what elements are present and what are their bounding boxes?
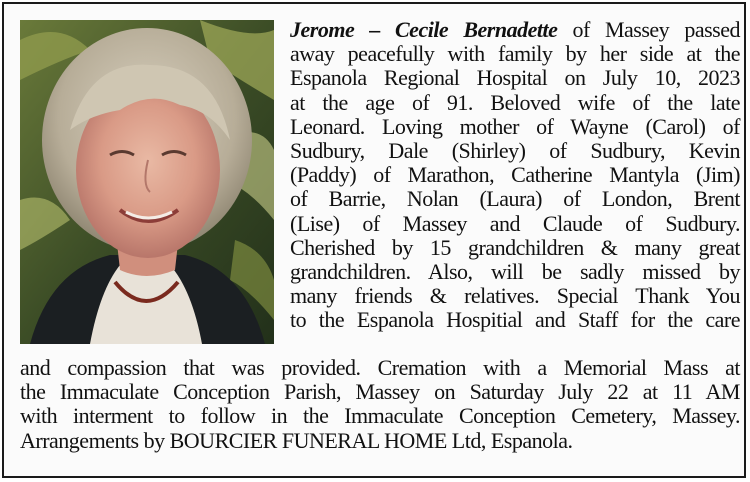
text-line-3: Espanola Regional Hospital on July 10, 2023 — [290, 65, 740, 91]
text-line-4: at the age of 91. Beloved wife of the late — [290, 89, 740, 115]
obituary-text-full-width — [20, 356, 740, 453]
text-line-8: of Barrie, Nolan (Laura) of London, Brent — [290, 186, 740, 212]
text-line-10: Cherished by 15 grandchildren & many great — [290, 234, 740, 260]
text-line-2: away peacefully with family by her side at the — [290, 41, 740, 67]
text-line-11: grandchildren. Also, will be sadly missed by — [290, 258, 740, 284]
text-line-17: Arrangements by BOURCIER FUNERAL HOME Ltd, Espanola. — [20, 427, 573, 453]
text-line-14: and compassion that was provided. Cremation with a Memorial Mass at — [20, 355, 740, 380]
text-line-1: Jerome – Cecile Bernadette of Massey passed — [290, 17, 740, 42]
obituary-frame — [2, 2, 746, 478]
text-line-15: the Immaculate Conception Parish, Massey on Saturday July 22 at 11 AM — [20, 379, 740, 405]
text-line-13: to the Espanola Hospitial and Staff for the care — [290, 307, 740, 333]
obituary-text-beside-photo — [290, 18, 740, 332]
text-line-16: with interment to follow in the Immaculate Conception Cemetery, Massey. — [20, 403, 740, 429]
portrait-photo — [20, 20, 274, 344]
text-line-6: Sudbury, Dale (Shirley) of Sudbury, Kevin — [290, 137, 740, 163]
text-line-12: many friends & relatives. Special Thank You — [290, 283, 740, 309]
text-line-9: (Lise) of Massey and Claude of Sudbury. — [290, 210, 740, 236]
deceased-name: Jerome – Cecile Bernadette — [290, 17, 558, 42]
text-line-7: (Paddy) of Marathon, Catherine Mantyla (Jim) — [290, 162, 740, 188]
text-line-5: Leonard. Loving mother of Wayne (Carol) of — [290, 113, 740, 139]
